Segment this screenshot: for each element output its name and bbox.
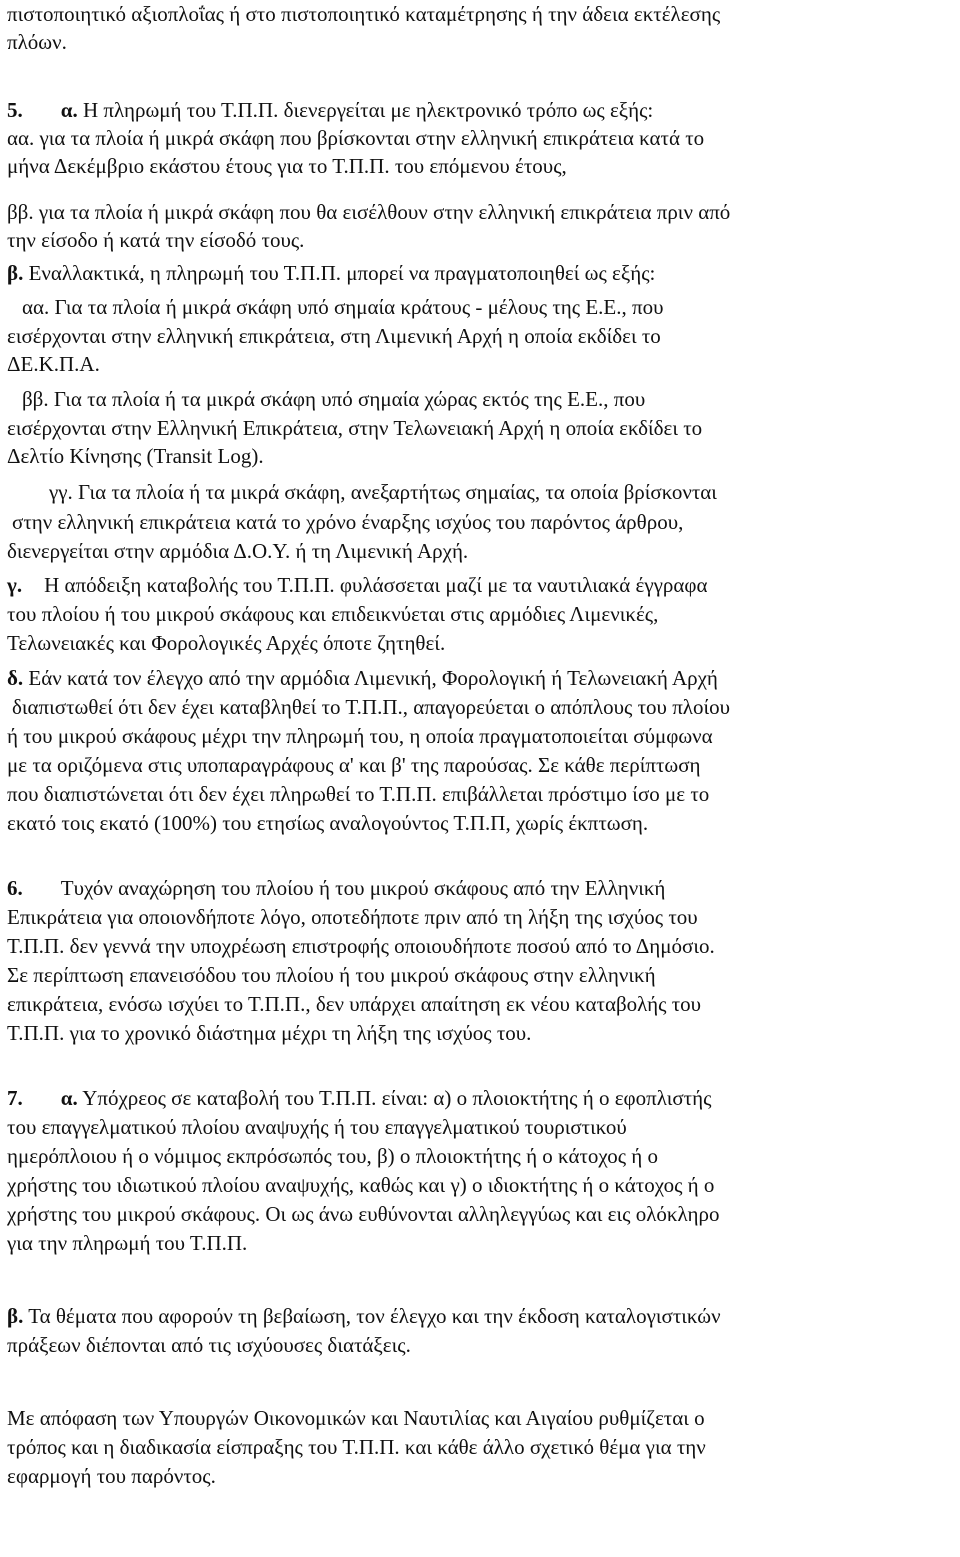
text-line: διαπιστωθεί ότι δεν έχει καταβληθεί το Τ.Π.Π., απαγορεύεται ο απόπλους του πλοίου bbox=[12, 695, 731, 719]
subsection-marker: γ. bbox=[7, 573, 23, 597]
text-line: Τυχόν αναχώρηση του πλοίου ή του μικρού σκάφους από την Ελληνική bbox=[60, 876, 666, 900]
paragraph-5-heading bbox=[7, 96, 653, 124]
text-line: Η απόδειξη καταβολής του Τ.Π.Π. φυλάσσεται μαζί με τα ναυτιλιακά έγγραφα bbox=[44, 573, 708, 597]
text-line: με τα οριζόμενα στις υποπαραγράφους α' και β' της παρούσας. Σε κάθε περίπτωση bbox=[7, 753, 701, 777]
paragraph-5d bbox=[7, 664, 718, 692]
text-line: Η πληρωμή του Τ.Π.Π. διενεργείται με ηλεκτρονικό τρόπο ως εξής: bbox=[82, 98, 654, 122]
subsection-marker: δ. bbox=[7, 666, 24, 690]
text-line: γγ. Για τα πλοία ή τα μικρά σκάφη, ανεξαρτήτως σημαίας, τα οποία βρίσκονται bbox=[49, 480, 717, 504]
text-line: ββ. για τα πλοία ή μικρά σκάφη που θα εισέλθουν στην ελληνική επικράτεια πριν από bbox=[7, 200, 731, 224]
text-line: ημερόπλοιου ή ο νόμιμος εκπρόσωπός του, β) ο πλοιοκτήτης ή ο κάτοχος ή ο bbox=[7, 1144, 659, 1168]
text-line: Σε περίπτωση επανεισόδου του πλοίου ή του μικρού σκάφους στην ελληνική bbox=[7, 963, 656, 987]
text-line: Τ.Π.Π. για το χρονικό διάστημα μέχρι τη λήξη της ισχύος του. bbox=[7, 1021, 532, 1045]
subsection-marker: β. bbox=[7, 1304, 24, 1328]
text-line: του επαγγελματικού πλοίου αναψυχής ή του επαγγελματικού τουριστικού bbox=[7, 1115, 627, 1139]
text-line: μήνα Δεκέμβριο εκάστου έτους για το Τ.Π.Π. του επόμενου έτους, bbox=[7, 154, 567, 178]
text-line: εισέρχονται στην ελληνική επικράτεια, στη Λιμενική Αρχή η οποία εκδίδει το bbox=[7, 324, 661, 348]
text-line: χρήστης του μικρού σκάφους. Οι ως άνω ευθύνονται αλληλεγγύως και εις ολόκληρο bbox=[7, 1202, 720, 1226]
text-line: Με απόφαση των Υπουργών Οικονομικών και Ναυτιλίας και Αιγαίου ρυθμίζεται ο bbox=[7, 1406, 705, 1430]
text-line: Τα θέματα που αφορούν τη βεβαίωση, τον έλεγχο και την έκδοση καταλογιστικών bbox=[28, 1304, 721, 1328]
text-line: αα. Για τα πλοία ή μικρά σκάφη υπό σημαία κράτους - μέλους της Ε.Ε., που bbox=[22, 295, 664, 319]
text-line: για την πληρωμή του Τ.Π.Π. bbox=[7, 1231, 248, 1255]
text-line: τρόπος και η διαδικασία είσπραξης του Τ.Π.Π. και κάθε άλλο σχετικό θέμα για την bbox=[7, 1435, 706, 1459]
text-line: ΔΕ.Κ.Π.Α. bbox=[7, 352, 100, 376]
text-line: πράξεων διέπονται από τις ισχύουσες διατάξεις. bbox=[7, 1333, 411, 1357]
text-line: αα. για τα πλοία ή μικρά σκάφη που βρίσκονται στην ελληνική επικράτεια κατά το bbox=[7, 126, 705, 150]
section-number: 6. bbox=[7, 876, 23, 900]
paragraph-5g bbox=[7, 571, 708, 599]
text-line: Εάν κατά τον έλεγχο από την αρμόδια Λιμενική, Φορολογική ή Τελωνειακή Αρχή bbox=[28, 666, 718, 690]
subsection-marker: α. bbox=[60, 98, 78, 122]
text-line: Εναλλακτικά, η πληρωμή του Τ.Π.Π. μπορεί να πραγματοποιηθεί ως εξής: bbox=[28, 261, 656, 285]
text-line: Επικράτεια για οποιονδήποτε λόγο, οποτεδήποτε πριν από τη λήξη της ισχύος του bbox=[7, 905, 698, 929]
text-line: πλόων. bbox=[7, 30, 67, 54]
text-line: εφαρμογή του παρόντος. bbox=[7, 1464, 216, 1488]
text-line: Τελωνειακές και Φορολογικές Αρχές όποτε ζητηθεί. bbox=[7, 631, 446, 655]
text-line: στην ελληνική επικράτεια κατά το χρόνο έναρξης ισχύος του παρόντος άρθρου, bbox=[12, 510, 684, 534]
text-line: του πλοίου ή του μικρού σκάφους και επιδεικνύεται στις αρμόδιες Λιμενικές, bbox=[7, 602, 659, 626]
text-line: Δελτίο Κίνησης (Transit Log). bbox=[7, 444, 264, 468]
paragraph-6 bbox=[7, 874, 665, 902]
section-number: 7. bbox=[7, 1086, 23, 1110]
text-line: εισέρχονται στην Ελληνική Επικράτεια, στην Τελωνειακή Αρχή η οποία εκδίδει το bbox=[7, 416, 703, 440]
text-line: που διαπιστώνεται ότι δεν έχει πληρωθεί το Τ.Π.Π. επιβάλλεται πρόστιμο ίσο με το bbox=[7, 782, 710, 806]
text-line: Τ.Π.Π. δεν γεννά την υποχρέωση επιστροφής οποιουδήποτε ποσού από το Δημόσιο. bbox=[7, 934, 715, 958]
subsection-marker: α. bbox=[60, 1086, 78, 1110]
paragraph-7b bbox=[7, 1302, 721, 1330]
section-number: 5. bbox=[7, 98, 23, 122]
text-line: την είσοδο ή κατά την είσοδό τους. bbox=[7, 228, 305, 252]
text-line: ββ. Για τα πλοία ή τα μικρά σκάφη υπό σημαία χώρας εκτός της Ε.Ε., που bbox=[22, 387, 646, 411]
text-line: Υπόχρεος σε καταβολή του Τ.Π.Π. είναι: α) ο πλοιοκτήτης ή ο εφοπλιστής bbox=[82, 1086, 712, 1110]
text-line: ή του μικρού σκάφους μέχρι την πληρωμή του, η οποία πραγματοποιείται σύμφωνα bbox=[7, 724, 713, 748]
text-line: εκατό τοις εκατό (100%) του ετησίως αναλογούντος Τ.Π.Π, χωρίς έκπτωση. bbox=[7, 811, 649, 835]
subsection-marker: β. bbox=[7, 261, 24, 285]
paragraph-7a bbox=[7, 1084, 711, 1112]
text-line: επικράτεια, ενόσω ισχύει το Τ.Π.Π., δεν υπάρχει απαίτηση εκ νέου καταβολής του bbox=[7, 992, 702, 1016]
text-line: χρήστης του ιδιωτικού πλοίου αναψυχής, καθώς και γ) ο ιδιοκτήτης ή ο κάτοχος ή ο bbox=[7, 1173, 715, 1197]
paragraph-5b bbox=[7, 259, 655, 287]
text-line: διενεργείται στην αρμόδια Δ.Ο.Υ. ή τη Λιμενική Αρχή. bbox=[7, 539, 469, 563]
text-line: πιστοποιητικό αξιοπλοΐας ή στο πιστοποιητικό καταμέτρησης ή την άδεια εκτέλεσης bbox=[7, 2, 721, 26]
